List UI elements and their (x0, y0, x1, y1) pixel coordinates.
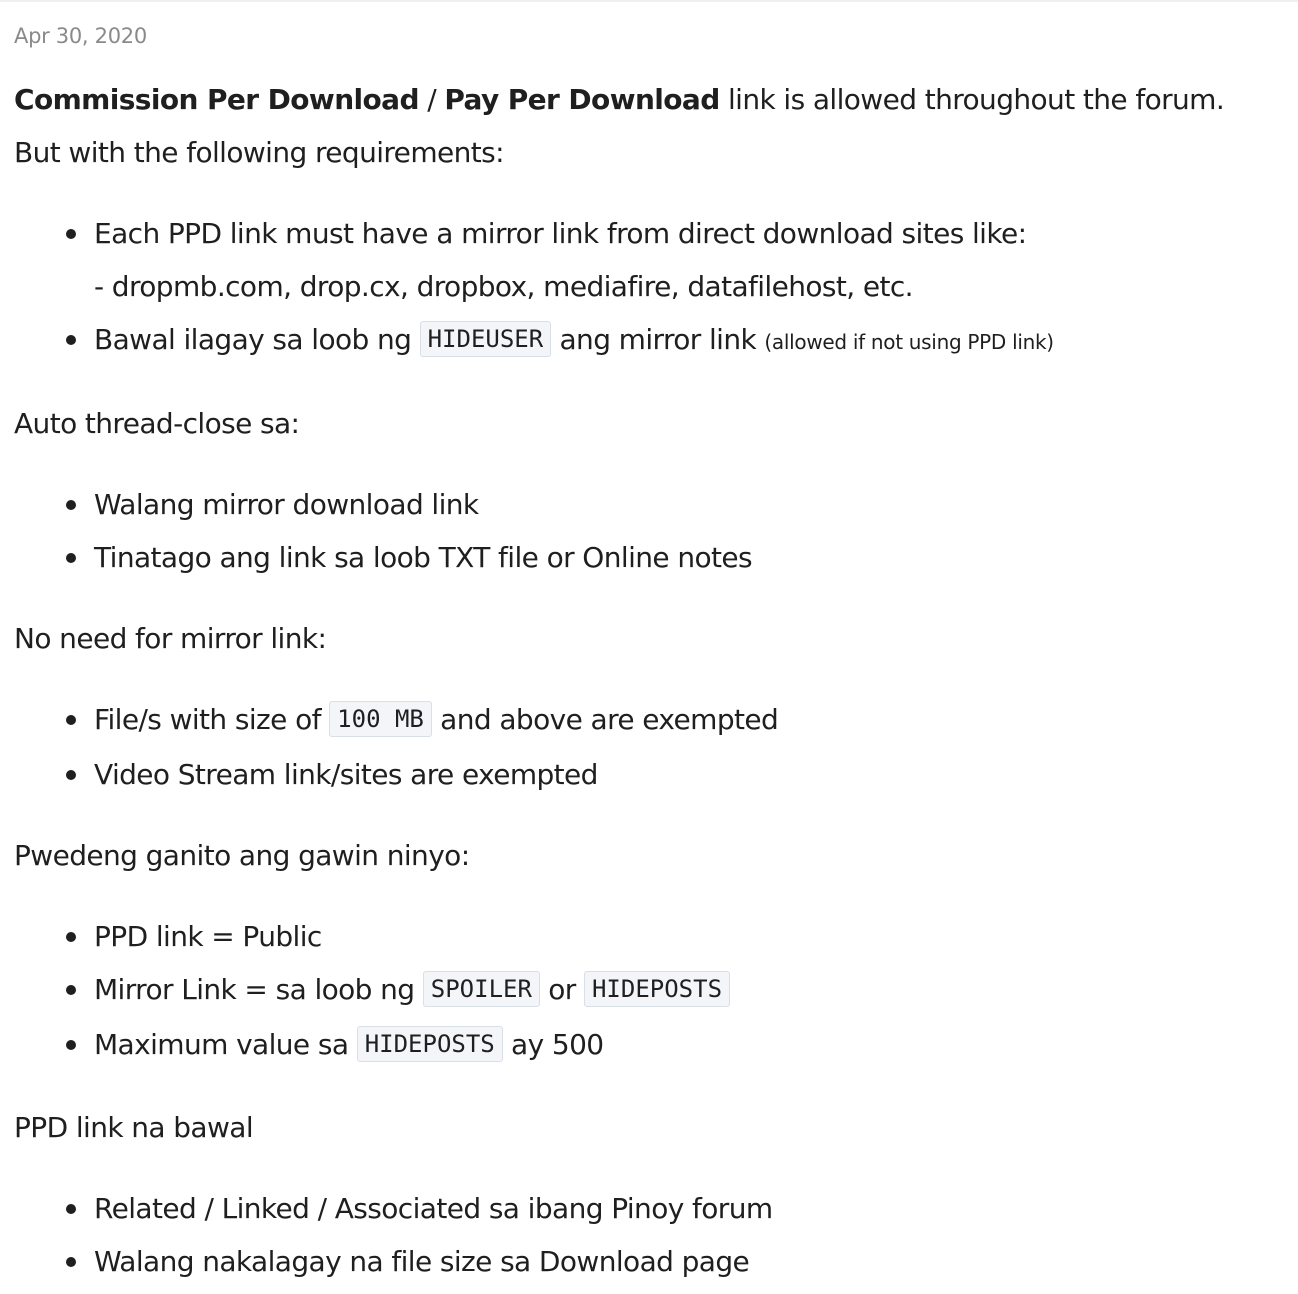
code-hideuser: HIDEUSER (420, 321, 552, 357)
list-item: Walang nakalagay na file size sa Download page (94, 1235, 1289, 1288)
list-item (94, 1018, 1289, 1073)
list-item: Video Stream link/sites are exempted (94, 748, 1289, 801)
pwede-heading: Pwedeng ganito ang gawin ninyo: (14, 839, 470, 872)
intro-strong-ppd: Pay Per Download (444, 83, 720, 116)
code-spoiler: SPOILER (423, 971, 540, 1007)
post-date[interactable]: Apr 30, 2020 (14, 24, 147, 48)
bawal-heading: PPD link na bawal (14, 1111, 254, 1144)
list-item: PPD link = Public (94, 910, 1289, 963)
requirement-mirror-text: Each PPD link must have a mirror link from direct download sites like: (94, 217, 1027, 250)
list-item (94, 313, 1289, 369)
list-item: Related / Linked / Associated sa ibang Pinoy forum (94, 1182, 1289, 1235)
forum-post (14, 20, 1289, 1288)
list-item (94, 207, 1289, 313)
intro-strong-cpd: Commission Per Download (14, 83, 419, 116)
list-item (94, 693, 1289, 748)
intro-text: link is allowed throughout the forum. (719, 83, 1225, 116)
bawal-list (14, 1182, 1289, 1288)
list-item-text: Maximum value sa (94, 1028, 357, 1061)
top-divider (0, 0, 1298, 2)
pwede-list (14, 910, 1289, 1073)
auto-close-heading: Auto thread-close sa: (14, 407, 300, 440)
requirement-sites-text: - dropmb.com, drop.cx, dropbox, mediafire, datafilehost, etc. (94, 270, 913, 303)
list-item-text: File/s with size of (94, 703, 330, 736)
list-item-text: ay 500 (502, 1028, 604, 1061)
list-item (94, 963, 1289, 1018)
list-item: Walang mirror download link (94, 478, 1289, 531)
auto-close-list (14, 478, 1289, 584)
code-100mb: 100 MB (329, 701, 432, 737)
list-item-text: ang mirror link (551, 323, 765, 356)
no-mirror-heading: No need for mirror link: (14, 622, 327, 655)
list-item: Tinatago ang link sa loob TXT file or Online notes (94, 531, 1289, 584)
code-hideposts: HIDEPOSTS (357, 1026, 503, 1062)
code-hideposts: HIDEPOSTS (584, 971, 730, 1007)
intro-paragraph (14, 73, 1289, 179)
intro-requirements-text: But with the following requirements: (14, 136, 504, 169)
list-item-text: Mirror Link = sa loob ng (94, 973, 423, 1006)
list-item-text: or (539, 973, 584, 1006)
allowed-note: (allowed if not using PPD link) (764, 330, 1054, 354)
no-mirror-list (14, 693, 1289, 801)
list-item-text: and above are exempted (431, 703, 779, 736)
intro-separator: / (418, 83, 445, 116)
list-item-text: Bawal ilagay sa loob ng (94, 323, 420, 356)
requirements-list (14, 207, 1289, 369)
